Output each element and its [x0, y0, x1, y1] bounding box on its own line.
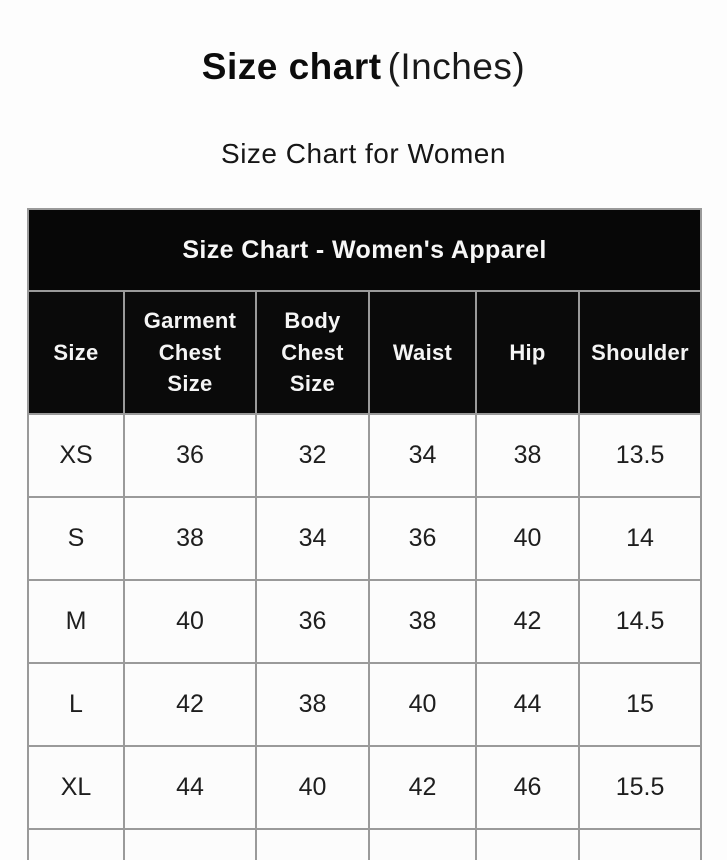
cell-size: S: [28, 497, 124, 580]
cell-garment-chest: 42: [124, 663, 256, 746]
cell-shoulder: 15: [579, 663, 701, 746]
column-header-hip: Hip: [476, 291, 579, 414]
page-title: [0, 46, 727, 88]
table-row-m: [28, 580, 701, 663]
column-header-shoulder: Shoulder: [579, 291, 701, 414]
cell-shoulder: [579, 829, 701, 860]
cell-body-chest: [256, 829, 369, 860]
cell-shoulder: 13.5: [579, 414, 701, 497]
cell-hip: 38: [476, 414, 579, 497]
column-header-body-chest-size: Body Chest Size: [256, 291, 369, 414]
table-row-l: [28, 663, 701, 746]
cell-hip: 40: [476, 497, 579, 580]
cell-body-chest: 34: [256, 497, 369, 580]
cell-waist: 38: [369, 580, 476, 663]
cell-shoulder: 14.5: [579, 580, 701, 663]
page-subtitle: Size Chart for Women: [221, 138, 506, 169]
table-caption: Size Chart - Women's Apparel: [28, 209, 701, 291]
column-header-garment-chest-size: Garment Chest Size: [124, 291, 256, 414]
cell-size: XL: [28, 746, 124, 829]
cell-shoulder: 15.5: [579, 746, 701, 829]
cell-garment-chest: 36: [124, 414, 256, 497]
cell-hip: 44: [476, 663, 579, 746]
size-chart-table: [27, 208, 702, 860]
cell-size: [28, 829, 124, 860]
cell-waist: 34: [369, 414, 476, 497]
cell-body-chest: 36: [256, 580, 369, 663]
cell-waist: 36: [369, 497, 476, 580]
cell-hip: [476, 829, 579, 860]
cell-shoulder: 14: [579, 497, 701, 580]
table-header-row: [28, 291, 701, 414]
cell-hip: 42: [476, 580, 579, 663]
column-header-size: Size: [28, 291, 124, 414]
cell-hip: 46: [476, 746, 579, 829]
cell-size: M: [28, 580, 124, 663]
page-title-unit: (Inches): [387, 46, 526, 87]
cell-garment-chest: [124, 829, 256, 860]
cell-size: XS: [28, 414, 124, 497]
cell-body-chest: 38: [256, 663, 369, 746]
cell-body-chest: 40: [256, 746, 369, 829]
cell-waist: [369, 829, 476, 860]
cell-garment-chest: 40: [124, 580, 256, 663]
cell-size: L: [28, 663, 124, 746]
table-row-xl: [28, 746, 701, 829]
table-row-cutoff: [28, 829, 701, 860]
cell-garment-chest: 38: [124, 497, 256, 580]
table-row-s: [28, 497, 701, 580]
column-header-waist: Waist: [369, 291, 476, 414]
cell-waist: 40: [369, 663, 476, 746]
table-row-xs: [28, 414, 701, 497]
cell-waist: 42: [369, 746, 476, 829]
page-title-main: Size chart: [201, 46, 382, 87]
cell-body-chest: 32: [256, 414, 369, 497]
cell-garment-chest: 44: [124, 746, 256, 829]
table-caption-row: [28, 209, 701, 291]
